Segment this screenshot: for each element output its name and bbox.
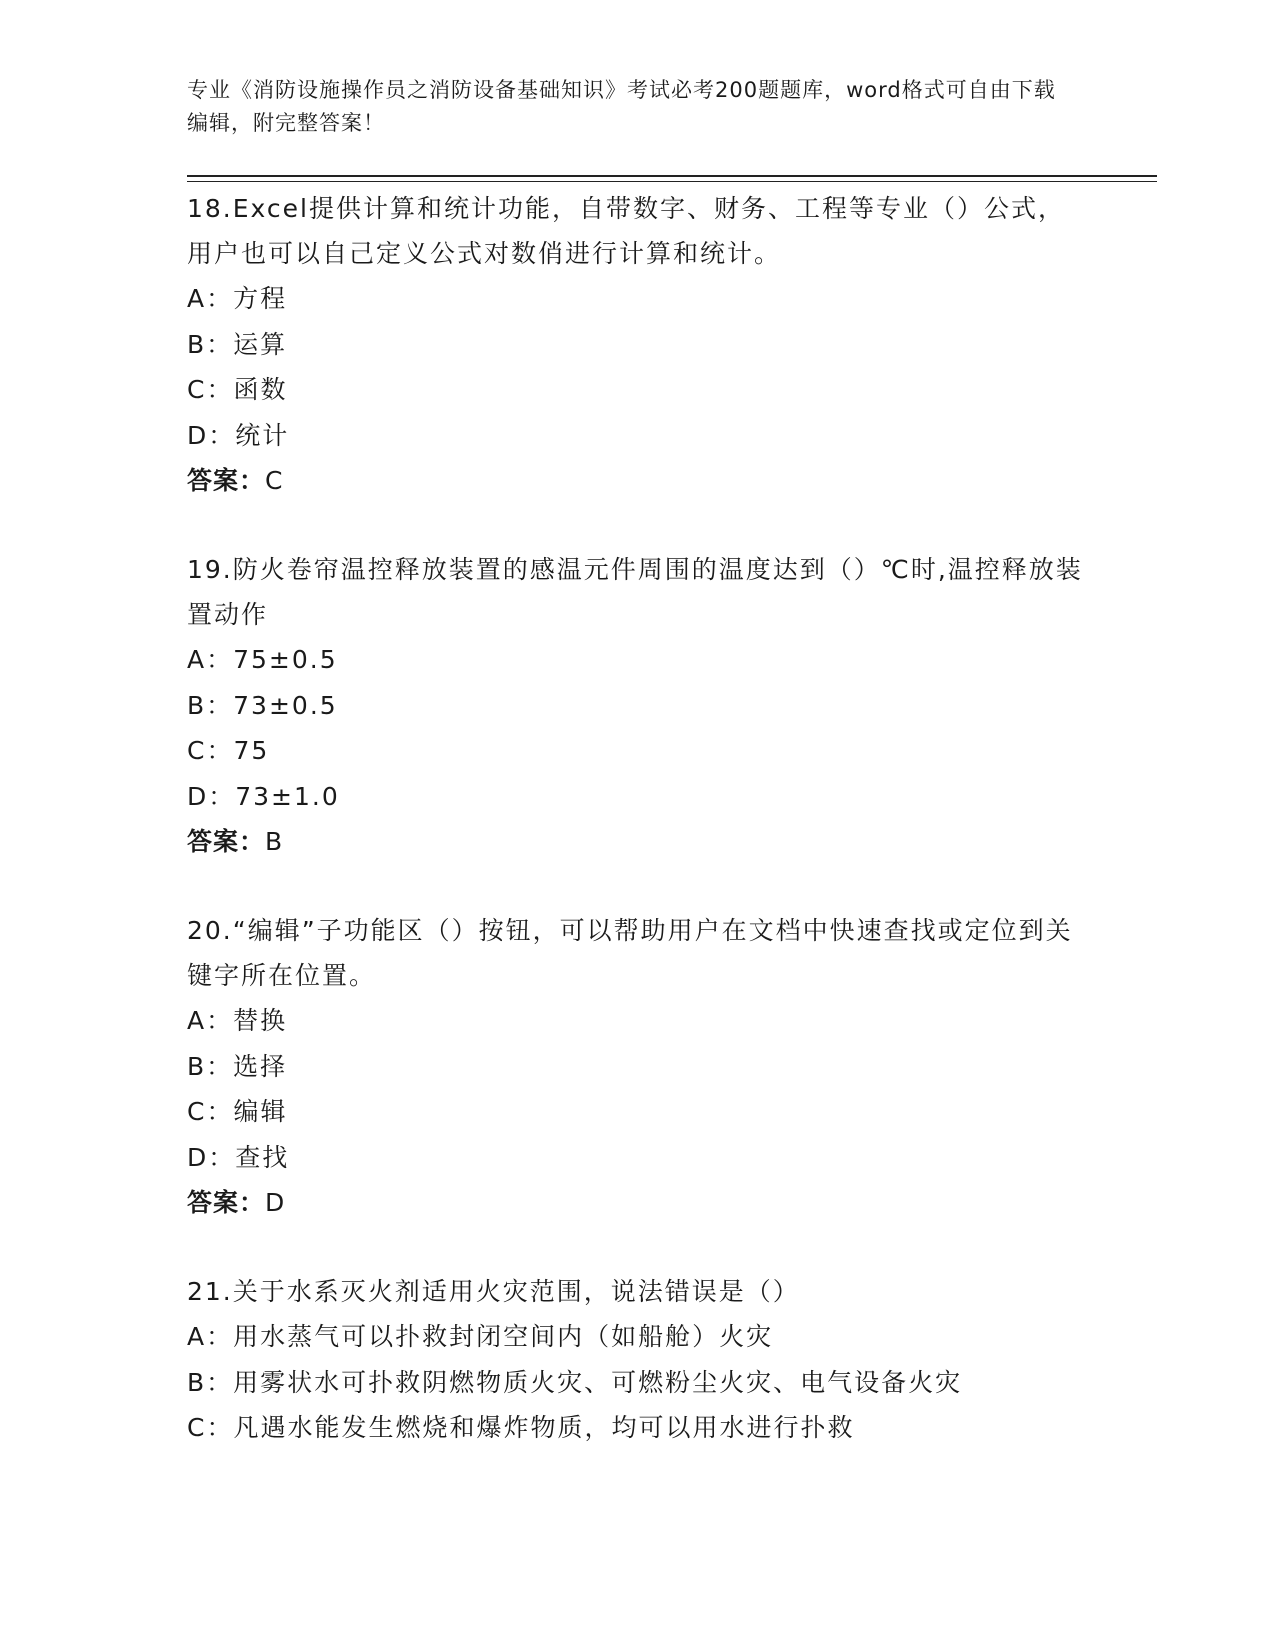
document-title: 专业《消防设施操作员之消防设备基础知识》考试必考200题题库，word格式可自由下载编辑，附完整答案！ [187, 78, 1056, 135]
option-b: B：运算 [187, 329, 288, 359]
answer [187, 458, 1087, 503]
option-c: C：编辑 [187, 1097, 288, 1126]
answer-value: C [265, 466, 284, 495]
question-text: 20.“编辑”子功能区（）按钮，可以帮助用户在文档中快速查找或定位到关键字所在位置。 [187, 916, 1073, 990]
option-d: D：查找 [187, 1142, 290, 1172]
option-c: C：函数 [187, 375, 288, 404]
question-text: 21.关于水系灭火剂适用火灾范围，说法错误是（） [187, 1277, 800, 1306]
answer-value: B [265, 827, 284, 856]
option-a: A：75±0.5 [187, 645, 338, 674]
answer-value: D [265, 1188, 286, 1217]
header-divider-thin [187, 181, 1157, 182]
answer-label: 答案： [187, 466, 266, 495]
option-a: A：方程 [187, 284, 288, 313]
question-19 [187, 547, 1087, 864]
option-d: D：统计 [187, 420, 290, 450]
header-divider-thick [187, 175, 1157, 177]
option-b: B：73±0.5 [187, 690, 338, 720]
option-c: C：凡遇水能发生燃烧和爆炸物质，均可以用水进行扑救 [187, 1413, 855, 1442]
question-18 [187, 186, 1087, 503]
option-a: A：替换 [187, 1006, 288, 1035]
option-d: D：73±1.0 [187, 781, 340, 811]
answer-label: 答案： [187, 1188, 266, 1217]
question-text: 18.Excel提供计算和统计功能，自带数字、财务、工程等专业（）公式，用户也可以自己定义公式对数俏进行计算和统计。 [187, 194, 1065, 268]
option-b: B：选择 [187, 1051, 288, 1081]
option-a: A：用水蒸气可以扑救封闭空间内（如船舱）火灾 [187, 1322, 774, 1351]
option-b: B：用雾状水可扑救阴燃物质火灾、可燃粉尘火灾、电气设备火灾 [187, 1367, 963, 1397]
document-header [187, 74, 1077, 140]
question-21 [187, 1269, 1087, 1451]
answer [187, 1180, 1087, 1225]
question-20 [187, 908, 1087, 1225]
answer [187, 819, 1087, 864]
option-c: C：75 [187, 736, 270, 765]
question-text: 19.防火卷帘温控释放装置的感温元件周围的温度达到（）℃时,温控释放装置动作 [187, 555, 1083, 629]
answer-label: 答案： [187, 827, 266, 856]
